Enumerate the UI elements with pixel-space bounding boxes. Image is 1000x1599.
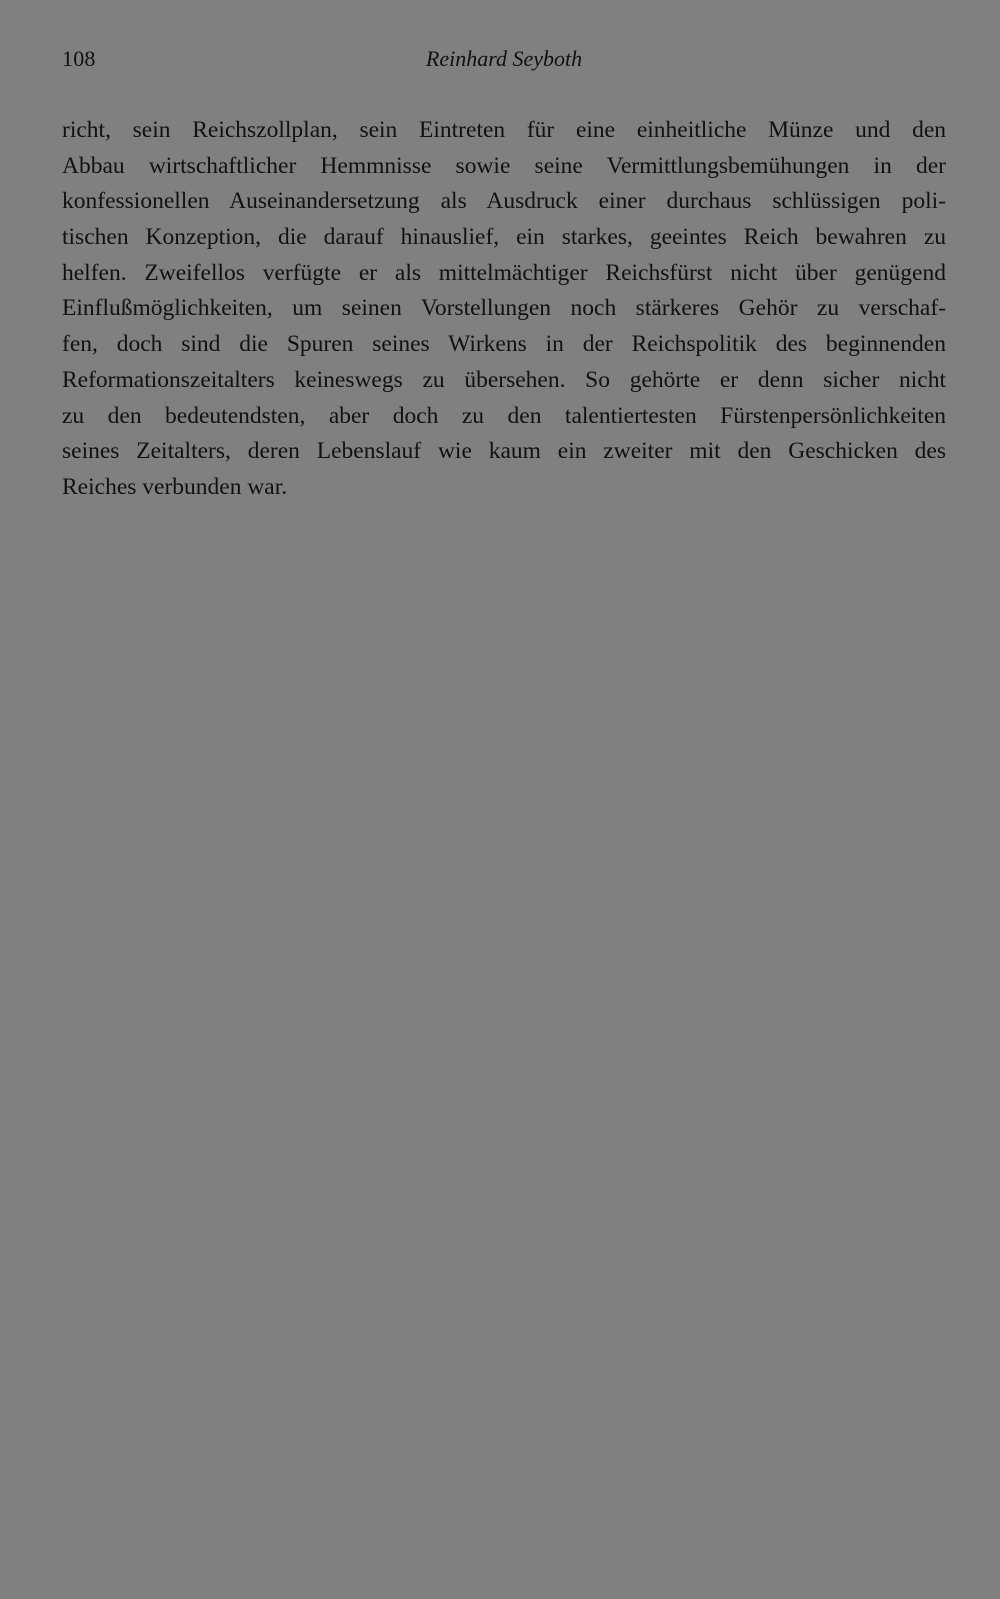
running-head — [62, 44, 946, 78]
text-line: fen, doch sind die Spuren seines Wirkens in der Reichspolitik des beginnenden — [62, 331, 946, 358]
text-line: Reformationszeitalters keineswegs zu übersehen. So gehörte er denn sicher nicht — [62, 366, 946, 393]
text-line: richt, sein Reichszollplan, sein Eintreten für eine einheitliche Münze und den — [62, 117, 946, 143]
text-line: Abbau wirtschaftlicher Hemmnisse sowie seine Vermittlungsbemühungen in der — [62, 152, 946, 179]
text-line: konfessionellen Auseinandersetzung als Ausdruck einer durchaus schlüssigen poli- — [62, 188, 946, 215]
running-title: Reinhard Seyboth — [425, 46, 583, 71]
text-line: helfen. Zweifellos verfügte er als mittelmächtiger Reichsfürst nicht über genügend — [62, 259, 946, 286]
text-line: Einflußmöglichkeiten, um seinen Vorstellungen noch stärkeres Gehör zu verschaf- — [62, 295, 946, 322]
text-line: seines Zeitalters, deren Lebenslauf wie kaum ein zweiter mit den Geschicken des — [62, 438, 946, 465]
page-number: 108 — [62, 46, 96, 71]
text-line: tischen Konzeption, die darauf hinauslief, ein starkes, geeintes Reich bewahren zu — [62, 224, 946, 251]
body-paragraph — [62, 113, 946, 506]
text-line: Reiches verbunden war. — [62, 473, 288, 500]
text-line: zu den bedeutendsten, aber doch zu den talentiertesten Fürstenpersönlichkeiten — [62, 402, 946, 429]
